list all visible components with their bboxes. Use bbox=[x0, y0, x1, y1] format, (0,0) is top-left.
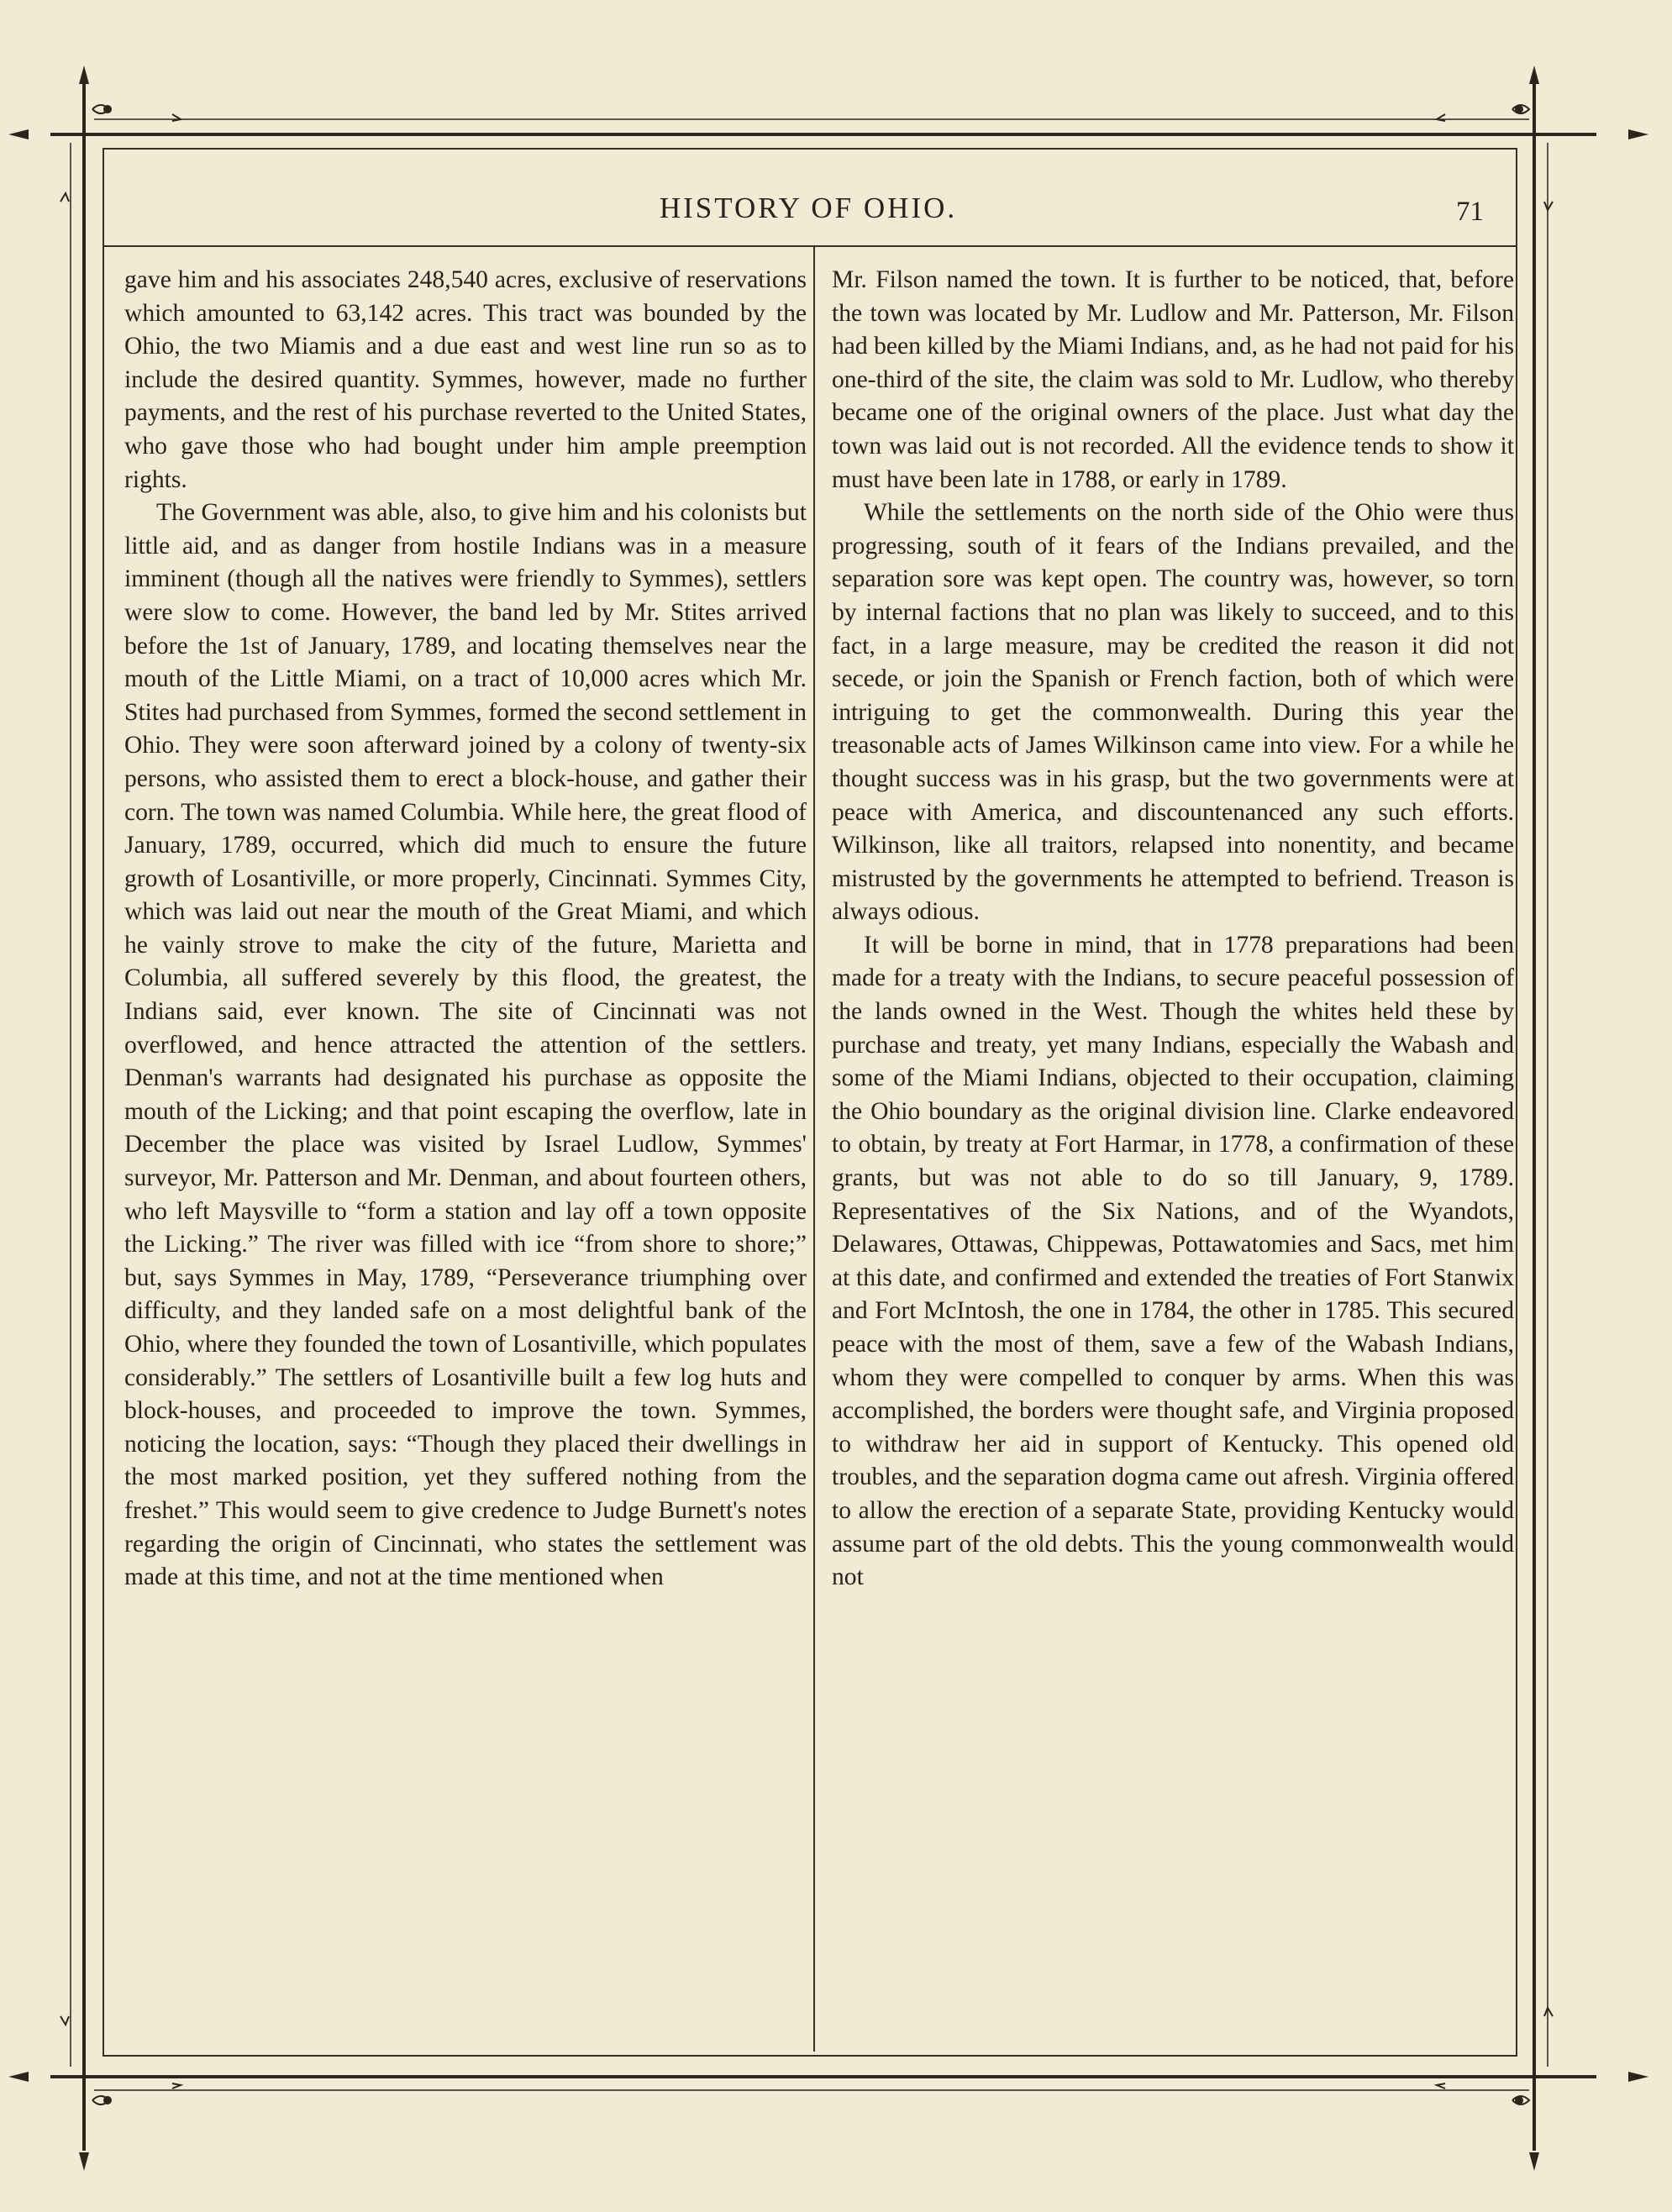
left-column bbox=[124, 264, 807, 1595]
page-number: 71 bbox=[1456, 197, 1484, 227]
paragraph: Mr. Filson named the town. It is further to be noticed, that, before the town was located by Mr. Ludlow and Mr. Patterson, Mr. Filson had been killed by the Miami Indians, and, as he had not paid for his one-third of the site, the claim was sold to Mr. Ludlow, who thereby became one of the original owners of the place. Just what day the town was laid out is not recorded. All the evidence tends to show it must have been late in 1788, or early in 1789. bbox=[832, 266, 1514, 493]
right-column bbox=[832, 264, 1514, 1595]
running-title: HISTORY OF OHIO. bbox=[659, 192, 958, 224]
paragraph: The Government was able, also, to give him and his colonists but little aid, and as danger from hostile Indians was in a measure imminent (though all the natives were friendly to Symmes), settlers were slow to come. However, the band led by Mr. Stites arrived before the 1st of January, 1789, and locating themselves near the mouth of the Little Miami, on a tract of 10,000 acres which Mr. Stites had purchased from Symmes, formed the second settlement in Ohio. They were soon afterward joined by a colony of twenty-six persons, who assisted them to erect a block-house, and gather their corn. The town was named Columbia. While here, the great flood of January, 1789, occurred, which did much to ensure the future growth of Losantiville, or more properly, Cincinnati. Symmes City, which was laid out near the mouth of the Great Miami, and which he vainly strove to make the city of the future, Marietta and Columbia, all suffered severely by this flood, the greatest, the Indians said, ever known. The site of Cincinnati was not overflowed, and hence attracted the attention of the settlers. Denman's warrants had designated his purchase as opposite the mouth of the Licking; and that point escaping the overflow, late in December the place was visited by Israel Ludlow, Symmes' surveyor, Mr. Patterson and Mr. Denman, and about fourteen others, who left Maysville to “form a station and lay off a town opposite the Licking.” The river was filled with ice “from shore to shore;” but, says Symmes in May, 1789, “Perseverance triumphing over difficulty, and they landed safe on a most delightful bank of the Ohio, where they founded the town of Losantiville, which populates considerably.” The settlers of Losantiville built a few log huts and block-houses, and proceeded to improve the town. Symmes, noticing the location, says: “Though they placed their dwellings in the most marked position, yet they suffered nothing from the freshet.” This would seem to give credence to Judge Burnett's notes regarding the origin of Cincinnati, who states the settlement was made at this time, and not at the time mentioned when bbox=[124, 499, 807, 1591]
column-divider bbox=[813, 245, 815, 2052]
page-header bbox=[103, 188, 1514, 247]
paragraph: While the settlements on the north side of the Ohio were thus progressing, south of it fears of the Indians prevailed, and the separation sore was kept open. The country was, however, so torn by internal factions that no plan was likely to succeed, and to this fact, in a large measure, may be credited the reason it did not secede, or join the Spanish or French faction, both of which were intriguing to get the commonwealth. During this year the treasonable acts of James Wilkinson came into view. For a while he thought success was in his grasp, but the two governments were at peace with America, and discountenanced any such efforts. Wilkinson, like all traitors, relapsed into nonentity, and became mistrusted by the governments he attempted to befriend. Treason is always odious. bbox=[832, 499, 1514, 926]
paragraph: gave him and his associates 248,540 acres, exclusive of reservations which amounted to 63,142 acres. This tract was bounded by the Ohio, the two Miamis and a due east and west line run so as to include the desired quantity. Symmes, however, made no further payments, and the rest of his purchase reverted to the United States, who gave those who had bought under him ample preemption rights. bbox=[124, 266, 807, 493]
paragraph: It will be borne in mind, that in 1778 preparations had been made for a treaty with the Indians, to secure peaceful possession of the lands owned in the West. Though the whites held these by purchase and treaty, yet many Indians, especially the Wabash and some of the Miami Indians, objected to their occupation, claiming the Ohio boundary as the original division line. Clarke endeavored to obtain, by treaty at Fort Harmar, in 1778, a confirmation of these grants, but was not able to do so till January, 9, 1789. Representatives of the Six Nations, and of the Wyandots, Delawares, Ottawas, Chippewas, Pottawatomies and Sacs, met him at this date, and confirmed and extended the treaties of Fort Stanwix and Fort McIntosh, the one in 1784, the other in 1785. This secured peace with the most of them, save a few of the Wabash Indians, whom they were compelled to conquer by arms. When this was accomplished, the borders were thought safe, and Virginia proposed to withdraw her aid in support of Kentucky. This opened old troubles, and the separation dogma came out afresh. Virginia offered to allow the erection of a separate State, providing Kentucky would assume part of the old debts. This the young commonwealth would not bbox=[832, 931, 1514, 1591]
header-rule bbox=[103, 245, 1517, 247]
